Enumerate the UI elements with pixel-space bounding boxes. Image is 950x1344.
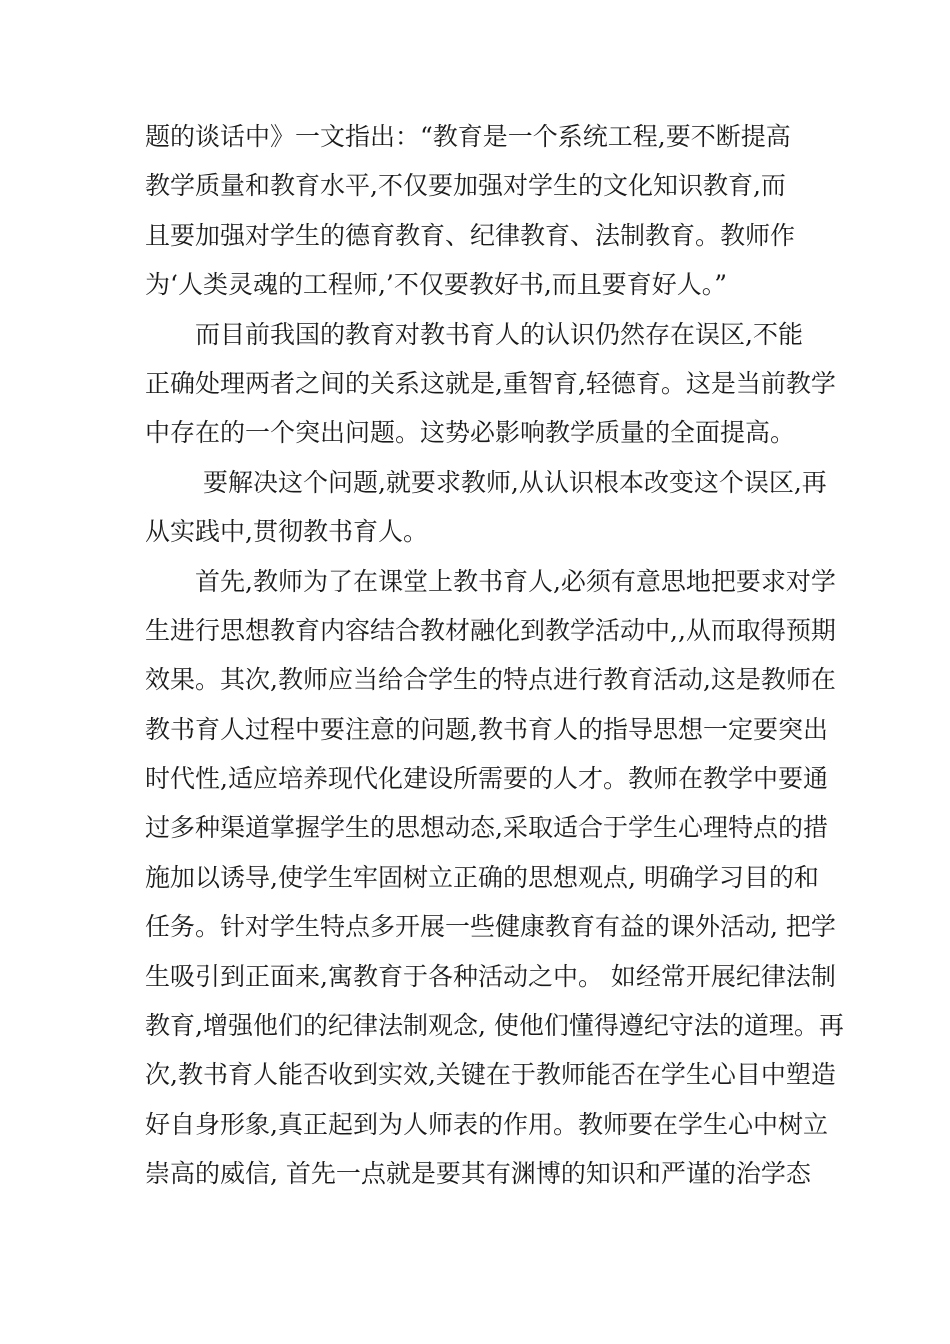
text-line: 生吸引到正面来,寓教育于各种活动之中。 如经常开展纪律法制 — [145, 961, 836, 991]
text-line: 首先,教师为了在课堂上教书育人,必须有意思地把要求对学 — [145, 566, 836, 596]
text-line: 题的谈话中》一文指出：“教育是一个系统工程,要不断提高 — [145, 122, 791, 151]
text-line: 且要加强对学生的德育教育、纪律教育、法制教育。教师作 — [145, 220, 796, 250]
text-line: 教育,增强他们的纪律法制观念, 使他们懂得遵纪守法的道理。再 — [145, 1011, 844, 1041]
text-line: 任务。针对学生特点多开展一些健康教育有益的课外活动, 把学 — [145, 912, 836, 942]
text-line: 施加以诱导,使学生牢固树立正确的思想观点, 明确学习目的和 — [145, 862, 819, 892]
text-line: 从实践中,贯彻教书育人。 — [145, 517, 428, 547]
text-line: 中存在的一个突出问题。这势必影响教学质量的全面提高。 — [145, 418, 796, 448]
text-line: 过多种渠道掌握学生的思想动态,采取适合于学生心理特点的措 — [145, 813, 828, 843]
text-line: 而目前我国的教育对教书育人的认识仍然存在误区,不能 — [145, 319, 803, 349]
text-line: 教学质量和教育水平,不仅要加强对学生的文化知识教育,而 — [145, 171, 786, 201]
text-line: 为‘人类灵魂的工程师,’不仅要教好书,而且要育好人。” — [145, 270, 728, 300]
text-line: 好自身形象,真正起到为人师表的作用。教师要在学生心中树立 — [145, 1109, 828, 1139]
text-line: 次,教书育人能否收到实效,关键在于教师能否在学生心目中塑造 — [145, 1060, 836, 1090]
text-line: 效果。其次,教师应当给合学生的特点进行教育活动,这是教师在 — [145, 665, 836, 695]
text-line: 生进行思想教育内容结合教材融化到教学活动中,,从而取得预期 — [145, 615, 836, 645]
text-line: 教书育人过程中要注意的问题,教书育人的指导思想一定要突出 — [145, 714, 828, 744]
text-line: 要解决这个问题,就要求教师,从认识根本改变这个误区,再 — [145, 467, 827, 497]
document-body — [145, 112, 844, 1199]
text-line: 时代性,适应培养现代化建设所需要的人才。教师在教学中要通 — [145, 764, 828, 794]
text-line: 崇高的威信, 首先一点就是要其有渊博的知识和严谨的治学态 — [145, 1159, 811, 1189]
text-line: 正确处理两者之间的关系这就是,重智育,轻德育。这是当前教学 — [145, 368, 836, 398]
